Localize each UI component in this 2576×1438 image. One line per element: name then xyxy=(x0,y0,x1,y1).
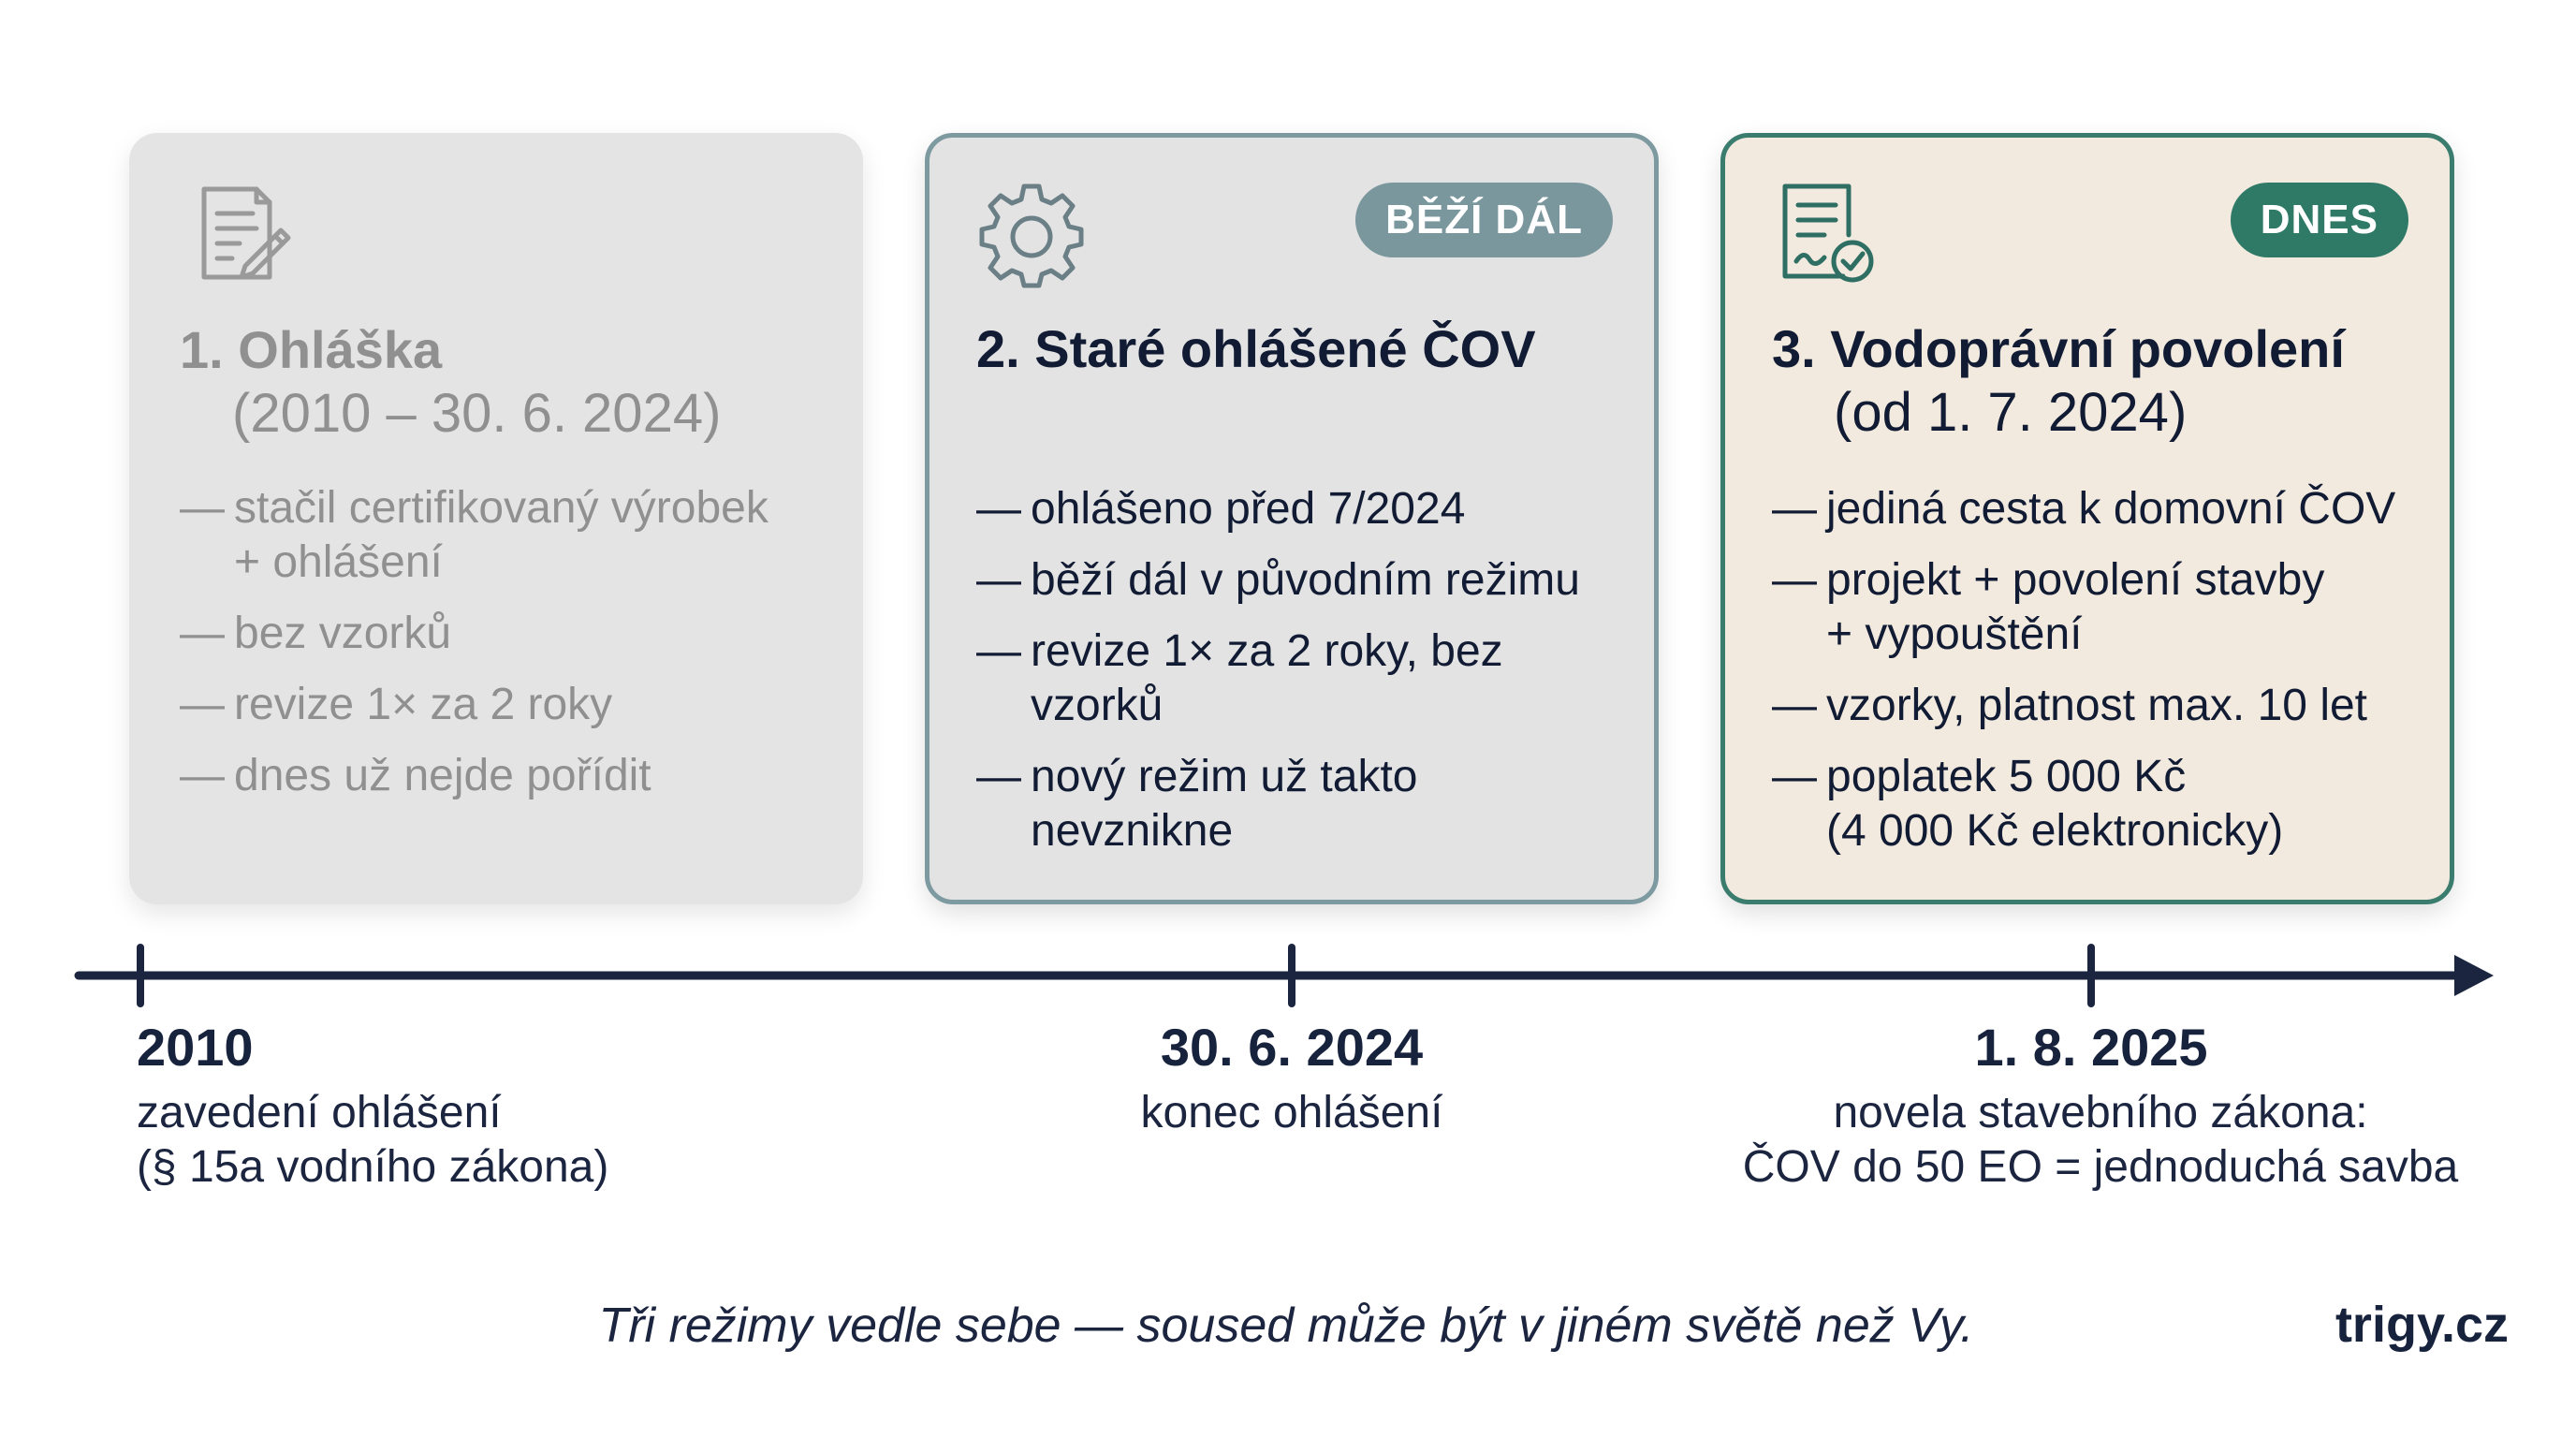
timeline-arrowhead xyxy=(2454,955,2494,996)
bullet-line: poplatek 5 000 Kč xyxy=(1826,752,2187,801)
caption-text: Tři režimy vedle sebe — soused může být v jiném světě než Vy. xyxy=(598,1299,1974,1353)
bullet-line: dnes už nejde pořídit xyxy=(234,751,651,800)
bullet-line: + ohlášení xyxy=(234,537,443,587)
approved-document-icon xyxy=(1772,179,1882,289)
status-badge: DNES xyxy=(2231,183,2408,257)
bullet-line: jediná cesta k domovní ČOV xyxy=(1826,484,2396,534)
timeline-date: 30. 6. 2024 xyxy=(1160,1018,1424,1077)
document-edit-icon xyxy=(183,180,294,290)
bullet-list xyxy=(1772,482,2395,875)
card-subtitle: (2010 – 30. 6. 2024) xyxy=(232,383,722,444)
bullet-item xyxy=(1772,750,2395,858)
bullet-list xyxy=(180,481,768,820)
bullet-line: bez vzorků xyxy=(234,609,452,658)
card-subtitle: (od 1. 7. 2024) xyxy=(1834,382,2188,443)
bullet-line: (4 000 Kč elektronicky) xyxy=(1826,806,2284,856)
card-stare-cov xyxy=(925,133,1659,904)
card-title: 2. Staré ohlášené ČOV xyxy=(976,319,1536,378)
status-badge: BĚŽÍ DÁL xyxy=(1355,183,1613,257)
bullet-item xyxy=(180,749,768,803)
description-line: (§ 15a vodního zákona) xyxy=(137,1142,609,1192)
card-title: 1. Ohláška xyxy=(180,320,443,379)
timeline-date: 1. 8. 2025 xyxy=(1974,1018,2208,1077)
bullet-item xyxy=(180,481,768,590)
bullet-line: revize 1× za 2 roky xyxy=(234,680,613,729)
description-line: zavedení ohlášení xyxy=(137,1088,502,1137)
bullet-item xyxy=(180,678,768,732)
bullet-item xyxy=(976,750,1580,858)
card-title: 3. Vodoprávní povolení xyxy=(1772,319,2345,378)
bullet-line: nový režim už takto xyxy=(1031,752,1418,801)
card-ohlaska xyxy=(129,133,863,904)
bullet-line: stačil certifikovaný výrobek xyxy=(234,483,768,533)
timeline-description xyxy=(1743,1086,2459,1195)
timeline-description xyxy=(137,1086,608,1195)
caption xyxy=(0,1298,2576,1354)
bullet-item xyxy=(976,553,1580,608)
timeline-date: 2010 xyxy=(137,1018,254,1077)
bullet-line: vzorků xyxy=(1031,681,1164,730)
bullet-item xyxy=(976,482,1580,536)
bullet-line: + vypouštění xyxy=(1826,609,2083,659)
bullet-line: nevznikne xyxy=(1031,806,1234,856)
bullet-item xyxy=(1772,679,2395,733)
description-line: novela stavebního zákona: xyxy=(1833,1088,2368,1137)
gear-icon xyxy=(976,179,1087,289)
bullet-item xyxy=(976,624,1580,733)
bullet-item xyxy=(180,607,768,661)
bullet-line: revize 1× za 2 roky, bez xyxy=(1031,626,1503,676)
brand-logo[interactable]: trigy.cz xyxy=(2334,1297,2509,1353)
bullet-line: ohlášeno před 7/2024 xyxy=(1031,484,1466,534)
bullet-item xyxy=(1772,482,2395,536)
bullet-line: vzorky, platnost max. 10 let xyxy=(1826,681,2368,730)
timeline-description xyxy=(1141,1086,1443,1140)
bullet-item xyxy=(1772,553,2395,662)
description-line: ČOV do 50 EO = jednoduchá savba xyxy=(1742,1142,2459,1192)
bullet-list xyxy=(976,482,1580,875)
description-line: konec ohlášení xyxy=(1140,1088,1443,1137)
card-vodopravni-povoleni xyxy=(1720,133,2454,904)
bullet-line: běží dál v původním režimu xyxy=(1031,555,1580,605)
bullet-line: projekt + povolení stavby xyxy=(1826,555,2325,605)
